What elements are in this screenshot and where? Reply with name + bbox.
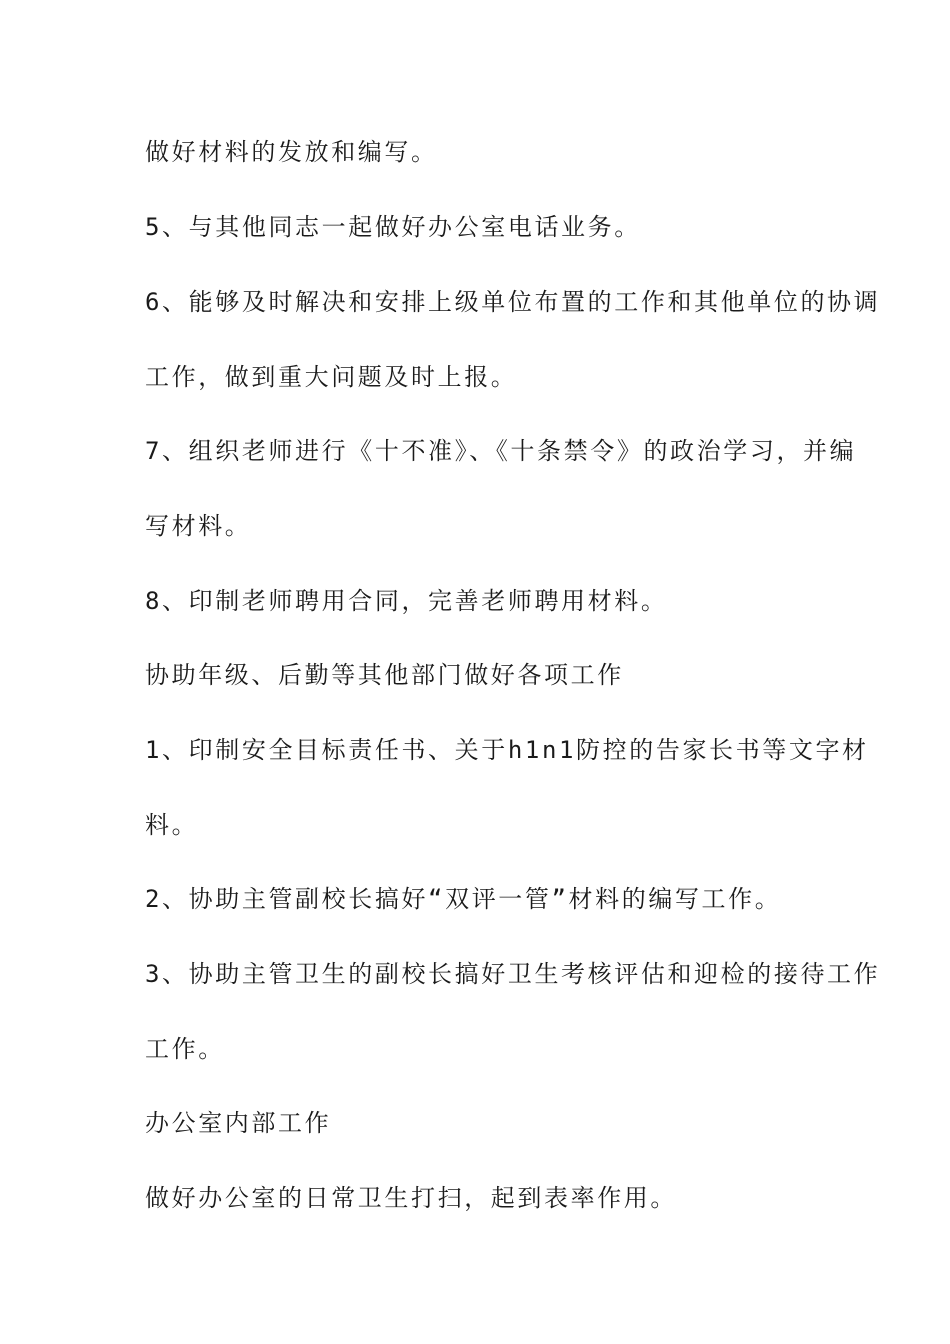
text-line: 做好材料的发放和编写。 bbox=[145, 138, 438, 166]
text-line: 写材料。 bbox=[145, 512, 252, 540]
text-line: 7、组织老师进行《十不准》、《十条禁令》的政治学习，并编 bbox=[145, 437, 857, 465]
section-heading: 协助年级、后勤等其他部门做好各项工作 bbox=[145, 661, 624, 689]
text-line: 做好办公室的日常卫生打扫，起到表率作用。 bbox=[145, 1184, 677, 1212]
section-heading: 办公室内部工作 bbox=[145, 1109, 332, 1137]
text-line: 5、与其他同志一起做好办公室电话业务。 bbox=[145, 213, 641, 241]
text-line: 料。 bbox=[145, 811, 199, 839]
text-line: 6、能够及时解决和安排上级单位布置的工作和其他单位的协调 bbox=[145, 288, 881, 316]
text-line: 工作。 bbox=[145, 1035, 225, 1063]
text-line: 8、印制老师聘用合同，完善老师聘用材料。 bbox=[145, 587, 668, 615]
text-line: 工作，做到重大问题及时上报。 bbox=[145, 363, 518, 391]
text-line: 1、印制安全目标责任书、关于h1n1防控的告家长书等文字材 bbox=[145, 736, 869, 764]
text-line: 3、协助主管卫生的副校长搞好卫生考核评估和迎检的接待工作 bbox=[145, 960, 881, 988]
text-line: 2、协助主管副校长搞好“双评一管”材料的编写工作。 bbox=[145, 885, 782, 913]
